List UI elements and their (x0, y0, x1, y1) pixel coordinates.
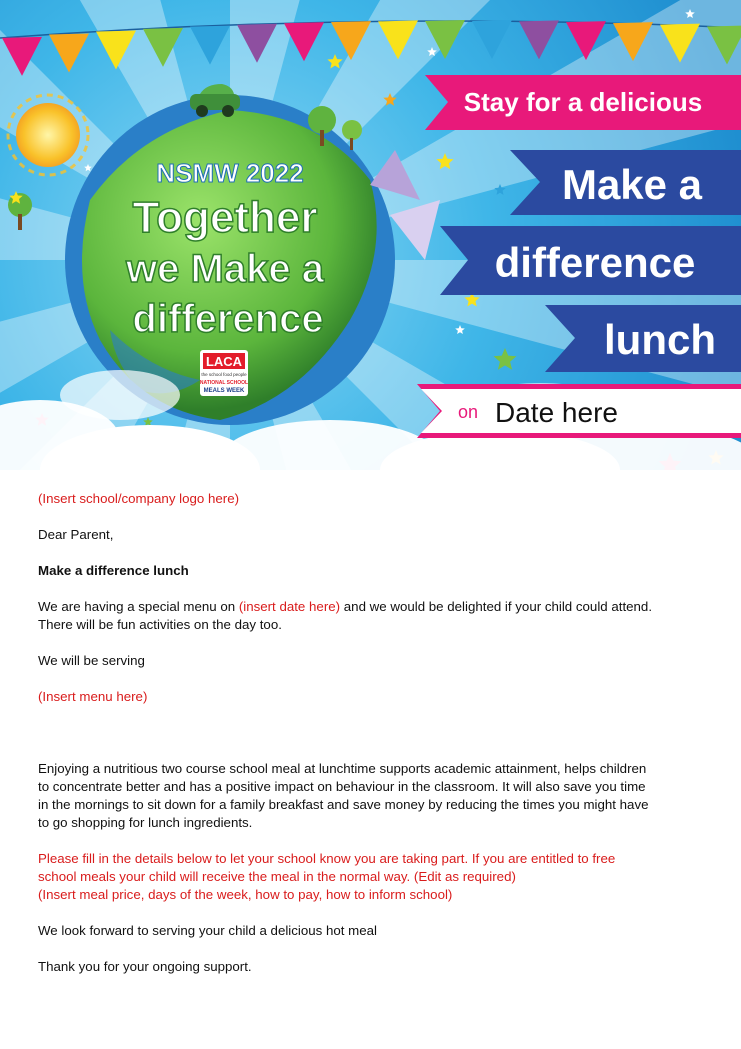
pink-ribbon-text: Stay for a delicious (463, 87, 703, 117)
laca-logo (200, 350, 248, 396)
serving-line: We will be serving (38, 653, 145, 668)
date-prefix: on (458, 402, 479, 422)
blue-ribbon-2 (440, 226, 741, 295)
blue-ribbon-text-1: Make a (561, 161, 703, 208)
laca-week-line1: NATIONAL SCHOOL (199, 380, 249, 386)
hero-banner (0, 0, 741, 500)
paragraph-benefits-line2: to concentrate better and has a positive impact on behaviour in the classroom. It will also save you time (38, 779, 646, 794)
blue-ribbon-1 (510, 150, 741, 215)
instructions-line3[interactable]: (Insert meal price, days of the week, how to pay, how to inform school) (38, 887, 453, 902)
letter-subject: Make a difference lunch (38, 563, 189, 578)
letter-body (38, 490, 718, 976)
badge-together: Together (132, 193, 318, 242)
para1-end: and we would be delighted if your child could attend. (340, 599, 653, 614)
hero-illustration (0, 0, 741, 500)
paragraph-benefits-line1: Enjoying a nutritious two course school meal at lunchtime supports academic attainment, helps children (38, 761, 647, 776)
logo-placeholder[interactable]: (Insert school/company logo here) (38, 491, 240, 506)
instructions-line1[interactable]: Please fill in the details below to let your school know you are taking part. If you are entitled to free (38, 851, 616, 866)
date-ribbon (417, 384, 741, 438)
paragraph-fun-activities: There will be fun activities on the day too. (38, 617, 282, 632)
badge-difference: difference (132, 297, 324, 341)
thanks-line: Thank you for your ongoing support. (38, 959, 252, 974)
date-placeholder[interactable]: Date here (495, 397, 618, 428)
pink-ribbon (425, 75, 741, 130)
badge-we-make-a: we Make a (126, 247, 324, 291)
laca-week-line2: MEALS WEEK (203, 388, 245, 394)
menu-placeholder[interactable]: (Insert menu here) (38, 689, 148, 704)
paragraph-benefits-line3: in the mornings to sit down for a family breakfast and save money by reducing the times you might have (38, 797, 649, 812)
para1-start: We are having a special menu on (38, 599, 239, 614)
blue-ribbon-text-3: lunch (604, 316, 716, 363)
paragraph-special-menu (38, 598, 718, 616)
paragraph-benefits-line4: to go shopping for lunch ingredients. (38, 815, 253, 830)
look-forward-line: We look forward to serving your child a delicious hot meal (38, 923, 377, 938)
blue-ribbon-text-2: difference (494, 239, 696, 286)
salutation: Dear Parent, (38, 527, 114, 542)
badge-year: NSMW 2022 (156, 158, 304, 188)
date-insert-placeholder[interactable]: (insert date here) (238, 599, 341, 614)
instructions-line2[interactable]: school meals your child will receive the meal in the normal way. (Edit as required) (38, 869, 516, 884)
laca-tagline: the school food people (201, 372, 247, 377)
laca-logo-text: LACA (205, 354, 243, 369)
